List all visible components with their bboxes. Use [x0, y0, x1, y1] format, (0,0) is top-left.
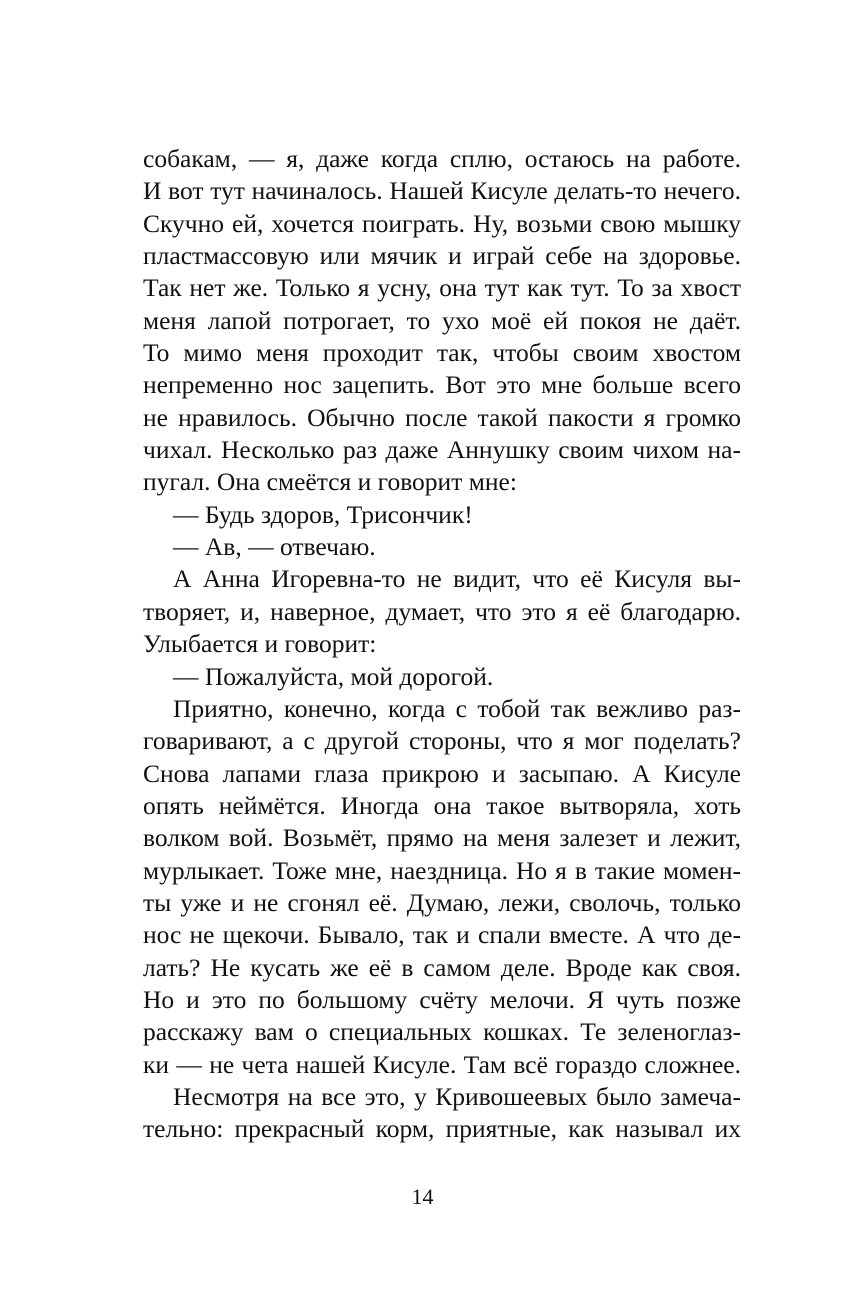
text-line: То мимо меня проходит так, чтобы своим хвостом	[143, 338, 741, 368]
text-line: Но и это по большому счёту мелочи. Я чуть позже	[143, 984, 741, 1014]
text-line: А Анна Игоревна-то не видит, что её Кисуля вы-	[173, 564, 741, 594]
text-line: Приятно, конечно, когда с тобой так вежливо раз-	[173, 693, 741, 723]
text-line: лать? Не кусать же её в самом деле. Вроде как своя.	[143, 952, 741, 982]
text-line: мурлыкает. Тоже мне, наездница. Но я в такие момен-	[143, 855, 741, 885]
text-line: опять неймётся. Иногда она такое вытворяла, хоть	[143, 790, 741, 820]
text-line: непременно нос зацепить. Вот это мне больше всего	[143, 370, 741, 400]
text-line: волком вой. Возьмёт, прямо на меня залезет и лежит,	[143, 823, 741, 853]
text-line: ты уже и не сгонял её. Думаю, лежи, сволочь, только	[143, 887, 741, 917]
text-line: меня лапой потрогает, то ухо моё ей покоя не даёт.	[143, 305, 741, 335]
text-line: Снова лапами глаза прикрою и засыпаю. А Кисуле	[143, 758, 741, 788]
text-line: И вот тут начиналось. Нашей Кисуле делать-то нечего.	[143, 176, 741, 206]
text-line: чихал. Несколько раз даже Аннушку своим чихом на-	[143, 435, 741, 465]
text-line: — Будь здоров, Трисончик!	[173, 499, 473, 529]
text-line: Улыбается и говорит:	[143, 629, 377, 659]
body-text	[143, 143, 741, 1146]
text-line: пластмассовую или мячик и играй себе на здоровье.	[143, 241, 741, 271]
text-line: ки — не чета нашей Кисуле. Там всё гораздо сложнее.	[143, 1049, 741, 1079]
text-line: Так нет же. Только я усну, она тут как тут. То за хвост	[143, 273, 741, 303]
text-line: не нравилось. Обычно после такой пакости я громко	[143, 402, 741, 432]
text-line: тельно: прекрасный корм, приятные, как называл их	[143, 1114, 741, 1144]
text-line: Скучно ей, хочется поиграть. Ну, возьми свою мышку	[143, 208, 741, 238]
text-line: пугал. Она смеётся и говорит мне:	[143, 467, 517, 497]
text-line: расскажу вам о специальных кошках. Те зеленоглаз-	[143, 1017, 741, 1047]
text-line: творяет, и, наверное, думает, что это я её благодарю.	[143, 596, 741, 626]
text-line: нос не щекочи. Бывало, так и спали вместе. А что де-	[143, 920, 741, 950]
text-line: собакам, — я, даже когда сплю, остаюсь на работе.	[143, 144, 741, 173]
page-number: 14	[411, 1184, 434, 1209]
text-line: Несмотря на все это, у Кривошеевых было замеча-	[173, 1081, 741, 1111]
text-line: говаривают, а с другой стороны, что я мог поделать?	[143, 726, 741, 756]
text-line: — Ав, — отвечаю.	[173, 532, 376, 562]
text-line: — Пожалуйста, мой дорогой.	[173, 661, 494, 691]
